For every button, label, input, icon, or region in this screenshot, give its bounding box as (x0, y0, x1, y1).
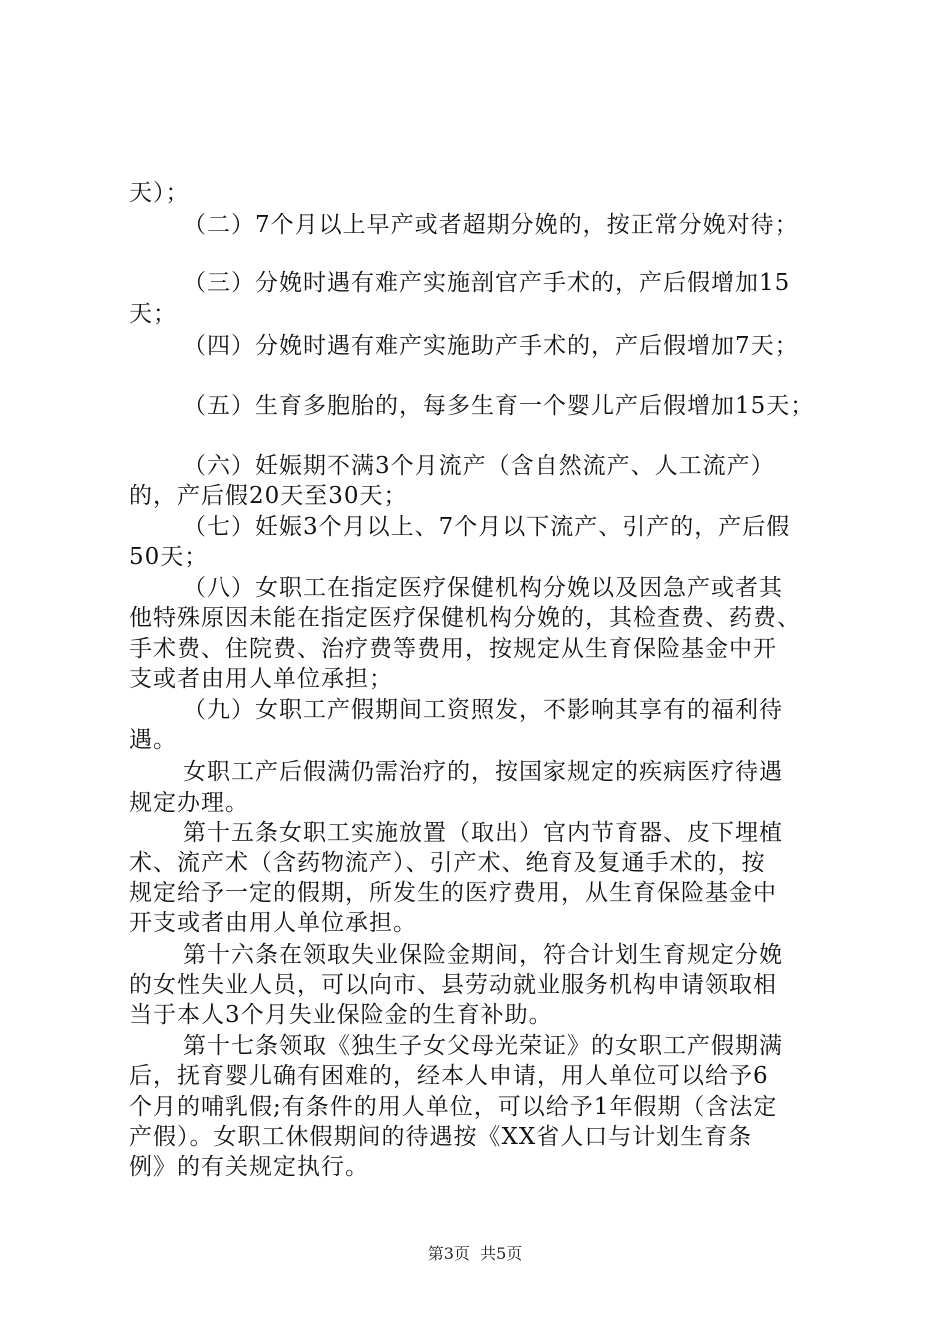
text-line: 第十六条在领取失业保险金期间，符合计划生育规定分娩 (183, 942, 783, 968)
text-line: 他特殊原因未能在指定医疗保健机构分娩的，其检查费、药费、 (129, 605, 801, 631)
text-line: 手术费、住院费、治疗费等费用，按规定从生育保险基金中开 (129, 636, 777, 662)
text-line: （四）分娩时遇有难产实施助产手术的，产后假增加7天； (183, 333, 799, 359)
text-line: 当于本人3个月失业保险金的生育补助。 (129, 1002, 553, 1028)
text-line: 遇。 (129, 727, 177, 753)
text-line: 第十五条女职工实施放置（取出）官内节育器、皮下埋植 (183, 820, 783, 846)
text-line: 50天； (129, 544, 209, 570)
text-line: （六）妊娠期不满3个月流产（含自然流产、人工流产） (183, 453, 775, 479)
text-line: 术、流产术（含药物流产）、引产术、绝育及复通手术的，按 (129, 850, 766, 876)
text-line: 产假）。女职工休假期间的待遇按《XX省人口与计划生育条 (129, 1124, 753, 1150)
text-line: 的女性失业人员，可以向市、县劳动就业服务机构申请领取相 (129, 972, 777, 998)
text-line: （七）妊娠3个月以上、7个月以下流产、引产的，产后假 (183, 514, 791, 540)
text-line: 个月的哺乳假;有条件的用人单位，可以给予1年假期（含法定 (129, 1094, 778, 1120)
text-line: 后，抚育婴儿确有困难的，经本人申请，用人单位可以给予6 (129, 1063, 769, 1089)
text-line: （八）女职工在指定医疗保健机构分娩以及因急产或者其 (183, 575, 783, 601)
text-line: （三）分娩时遇有难产实施剖官产手术的，产后假增加15 (183, 270, 791, 296)
text-line: （二）7个月以上早产或者超期分娩的，按正常分娩对待； (183, 212, 799, 238)
text-line: 天； (129, 301, 177, 327)
page-number-footer: 第3页 共5页 (427, 1244, 523, 1263)
text-line: 天）； (129, 180, 190, 206)
text-line: 例》的有关规定执行。 (129, 1154, 369, 1180)
text-line: 开支或者由用人单位承担。 (129, 910, 417, 936)
text-line: （五）生育多胞胎的，每多生育一个婴儿产后假增加15天； (183, 393, 815, 419)
text-line: 规定给予一定的假期，所发生的医疗费用，从生育保险基金中 (129, 880, 777, 906)
text-line: 女职工产后假满仍需治疗的，按国家规定的疾病医疗待遇 (183, 759, 783, 785)
text-line: （九）女职工产假期间工资照发，不影响其享有的福利待 (183, 697, 783, 723)
text-line: 规定办理。 (129, 790, 249, 816)
text-line: 第十七条领取《独生子女父母光荣证》的女职工产假期满 (183, 1033, 783, 1059)
text-line: 的，产后假20天至30天； (129, 483, 408, 509)
text-line: 支或者由用人单位承担； (129, 666, 393, 692)
